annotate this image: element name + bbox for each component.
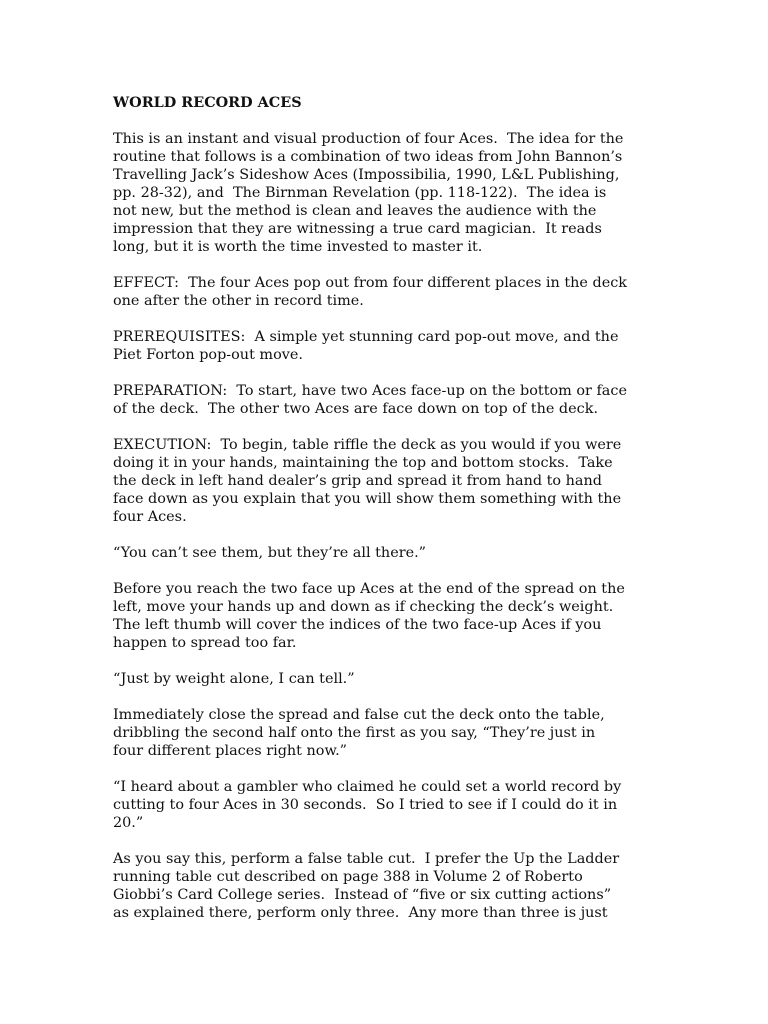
text-line: as explained there, perform only three. Any more than three is just bbox=[113, 905, 608, 921]
text-line: EFFECT: The four Aces pop out from four different places in the deck bbox=[113, 275, 628, 291]
text-line: routine that follows is a combination of two ideas from John Bannon’s bbox=[113, 149, 623, 165]
text-line: happen to spread too far. bbox=[113, 635, 297, 651]
text-line: one after the other in record time. bbox=[113, 293, 364, 309]
text-line: left, move your hands up and down as if checking the deck’s weight. bbox=[113, 599, 614, 615]
paragraph bbox=[113, 274, 673, 310]
text-line: long, but it is worth the time invested to master it. bbox=[113, 239, 483, 255]
text-line: This is an instant and visual production of four Aces. The idea for the bbox=[113, 131, 624, 147]
text-line: cutting to four Aces in 30 seconds. So I tried to see if I could do it in bbox=[113, 797, 618, 813]
text-line: four Aces. bbox=[113, 509, 187, 525]
paragraph bbox=[113, 328, 673, 364]
paragraph bbox=[113, 778, 673, 832]
text-line: Before you reach the two face up Aces at the end of the spread on the bbox=[113, 581, 625, 597]
document-page bbox=[113, 94, 673, 940]
text-line: The left thumb will cover the indices of the two face-up Aces if you bbox=[113, 617, 602, 633]
text-line: doing it in your hands, maintaining the top and bottom stocks. Take bbox=[113, 455, 613, 471]
text-line: pp. 28-32), and The Birnman Revelation (pp. 118-122). The idea is bbox=[113, 185, 607, 201]
paragraph bbox=[113, 544, 673, 562]
text-line: impression that they are witnessing a true card magician. It reads bbox=[113, 221, 602, 237]
text-line: PREPARATION: To start, have two Aces face-up on the bottom or face bbox=[113, 383, 627, 399]
text-line: of the deck. The other two Aces are face down on top of the deck. bbox=[113, 401, 599, 417]
paragraph bbox=[113, 130, 673, 256]
text-line: Travelling Jack’s Sideshow Aces (Impossibilia, 1990, L&L Publishing, bbox=[113, 167, 620, 183]
text-line: not new, but the method is clean and leaves the audience with the bbox=[113, 203, 597, 219]
paragraph bbox=[113, 382, 673, 418]
text-line: Piet Forton pop-out move. bbox=[113, 347, 303, 363]
text-line: Giobbi’s Card College series. Instead of “five or six cutting actions” bbox=[113, 887, 612, 903]
document-title: WORLD RECORD ACES bbox=[113, 94, 302, 111]
text-line: face down as you explain that you will show them something with the bbox=[113, 491, 622, 507]
text-line: dribbling the second half onto the first as you say, “They’re just in bbox=[113, 725, 596, 741]
text-line: EXECUTION: To begin, table riffle the deck as you would if you were bbox=[113, 437, 622, 453]
text-line: the deck in left hand dealer’s grip and spread it from hand to hand bbox=[113, 473, 602, 489]
text-line: four different places right now.” bbox=[113, 743, 348, 759]
paragraph bbox=[113, 850, 673, 922]
paragraph bbox=[113, 670, 673, 688]
paragraph bbox=[113, 436, 673, 526]
paragraph bbox=[113, 706, 673, 760]
text-line: As you say this, perform a false table cut. I prefer the Up the Ladder bbox=[113, 851, 620, 867]
text-line: “Just by weight alone, I can tell.” bbox=[113, 671, 355, 687]
text-line: running table cut described on page 388 in Volume 2 of Roberto bbox=[113, 869, 583, 885]
text-line: Immediately close the spread and false cut the deck onto the table, bbox=[113, 707, 605, 723]
text-line: “I heard about a gambler who claimed he could set a world record by bbox=[113, 779, 622, 795]
text-line: 20.” bbox=[113, 815, 144, 831]
text-line: “You can’t see them, but they’re all there.” bbox=[113, 545, 427, 561]
text-line: PREREQUISITES: A simple yet stunning card pop-out move, and the bbox=[113, 329, 619, 345]
document-body bbox=[113, 130, 673, 922]
paragraph bbox=[113, 580, 673, 652]
